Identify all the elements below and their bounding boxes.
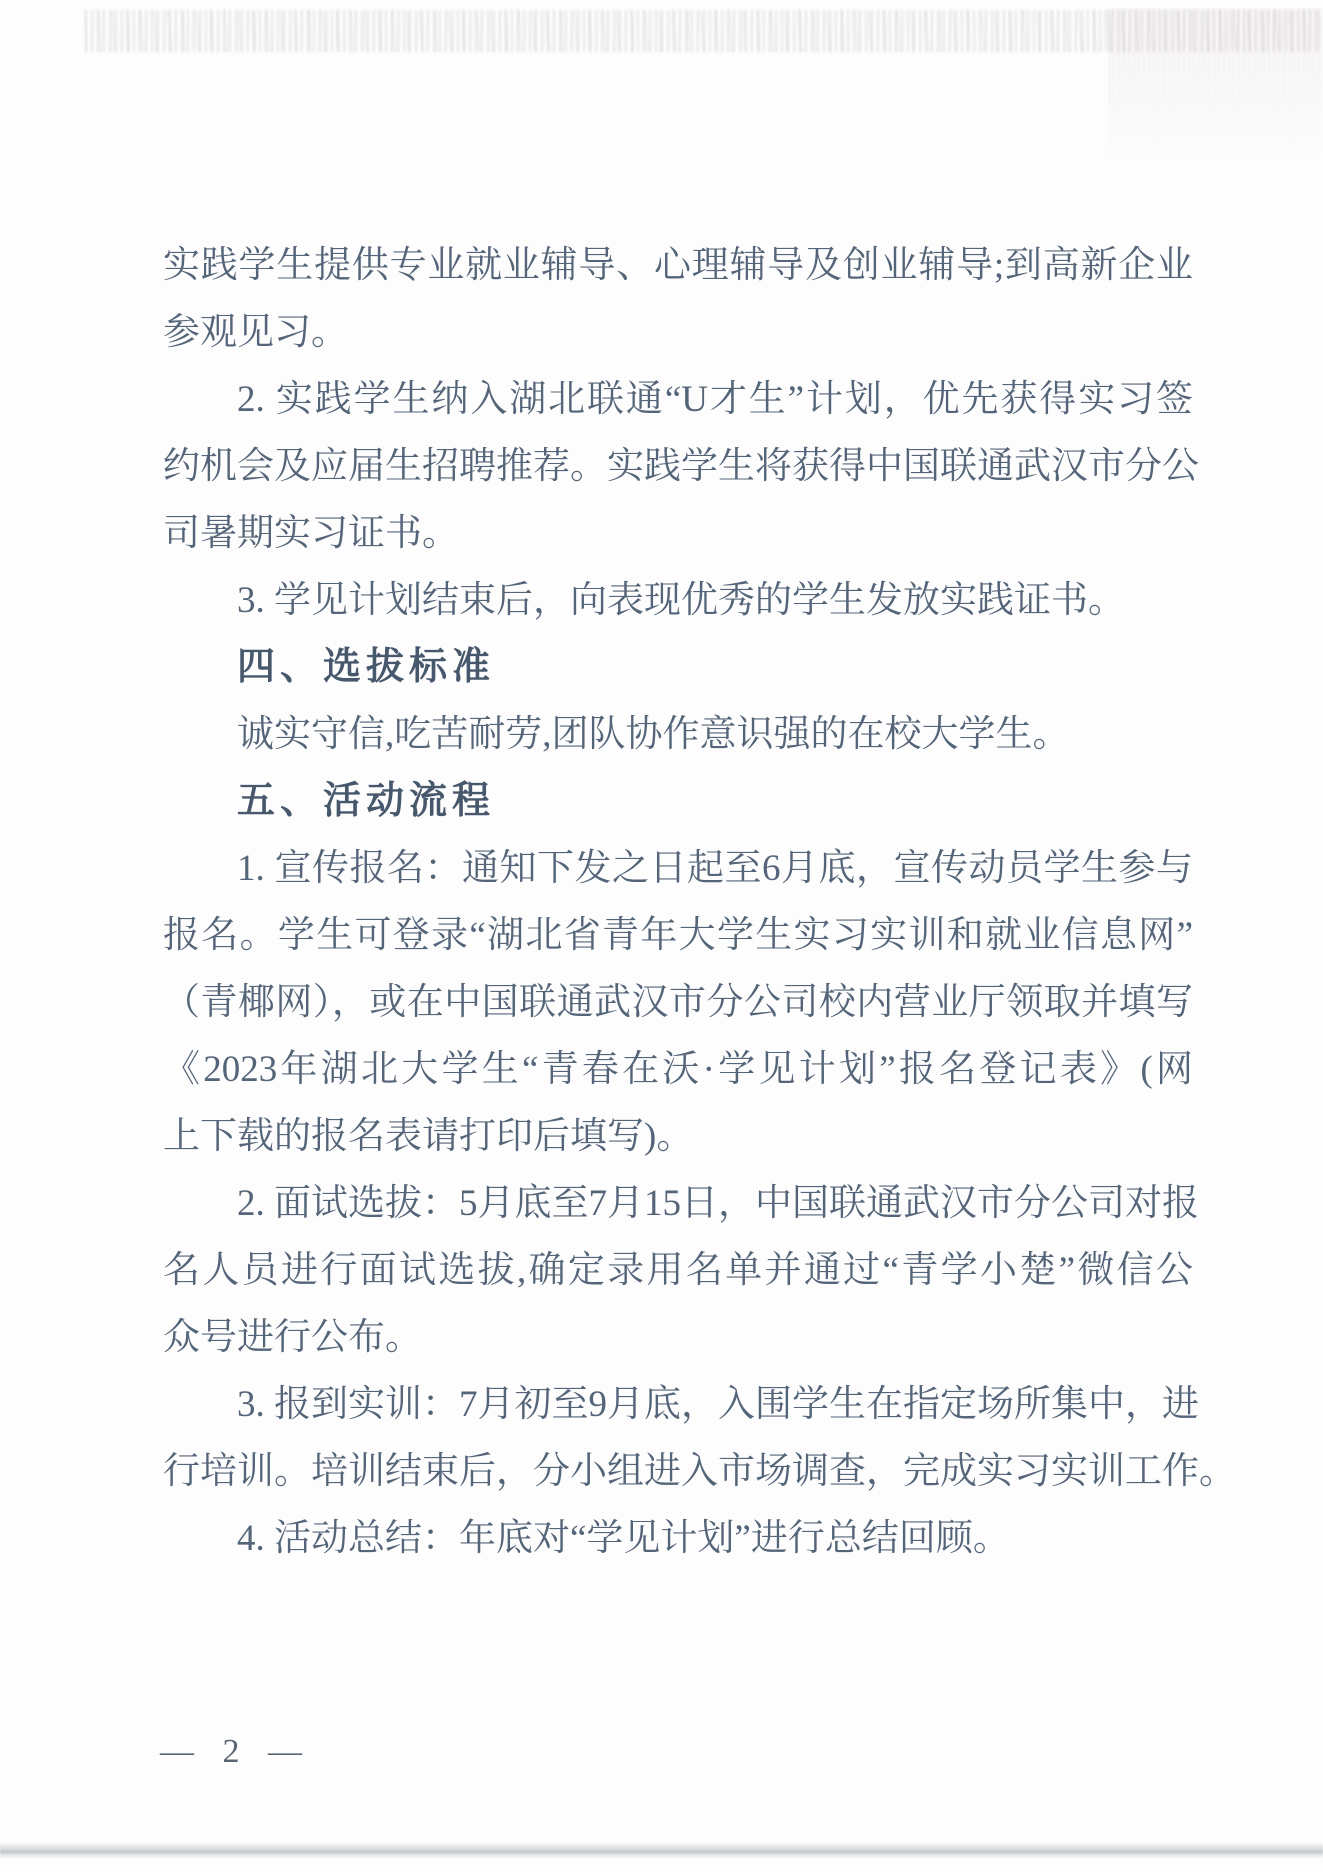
text-line: 《2023年湖北大学生“青春在沃·学见计划”报名登记表》(网 [163,1049,1193,1090]
scan-artifact-top-right [1108,8,1323,168]
text-line: 3. 学见计划结束后，向表现优秀的学生发放实践证书。 [237,580,1125,621]
text-line: 诚实守信,吃苦耐劳,团队协作意识强的在校大学生。 [237,714,1070,755]
text-line: 参观见习。 [163,312,348,353]
page-number: — 2 — [160,1733,304,1770]
section-heading: 四、选拔标准 [237,646,496,688]
section-heading: 五、活动流程 [237,780,496,822]
text-line: 2. 实践学生纳入湖北联通“U才生”计划，优先获得实习签 [237,379,1193,420]
scan-edge-shadow [0,1843,1323,1858]
text-line: 4. 活动总结：年底对“学见计划”进行总结回顾。 [237,1518,1010,1559]
text-line: 众号进行公布。 [163,1317,422,1358]
text-line: 3. 报到实训：7月初至9月底，入围学生在指定场所集中，进 [237,1384,1199,1425]
text-line: 上下载的报名表请打印后填写)。 [163,1116,694,1157]
text-line: （青椰网），或在中国联通武汉市分公司校内营业厅领取并填写 [163,982,1193,1023]
text-line: 约机会及应届生招聘推荐。实践学生将获得中国联通武汉市分公 [163,446,1199,487]
text-line: 实践学生提供专业就业辅导、心理辅导及创业辅导;到高新企业 [163,245,1193,286]
text-line: 行培训。培训结束后，分小组进入市场调查，完成实习实训工作。 [163,1451,1236,1492]
text-line: 2. 面试选拔：5月底至7月15日，中国联通武汉市分公司对报 [237,1183,1199,1224]
text-line: 司暑期实习证书。 [163,513,459,554]
text-line: 1. 宣传报名：通知下发之日起至6月底，宣传动员学生参与 [237,848,1193,889]
text-line: 报名。学生可登录“湖北省青年大学生实习实训和就业信息网” [163,915,1193,956]
text-line: 名人员进行面试选拔,确定录用名单并通过“青学小楚”微信公 [163,1250,1193,1291]
document-body [163,232,1236,1572]
